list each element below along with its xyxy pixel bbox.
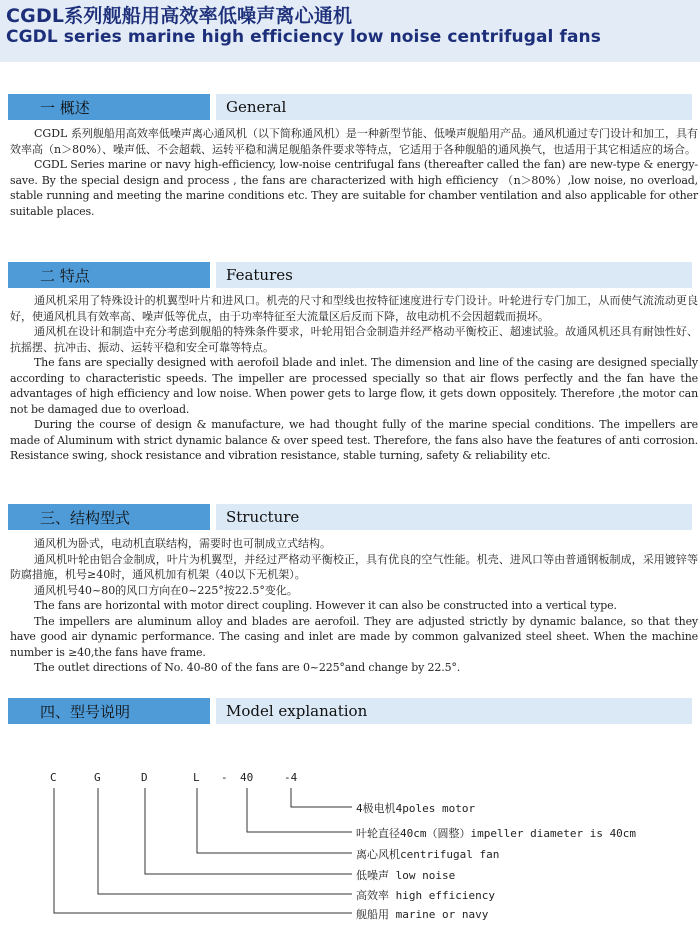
paragraph: During the course of design & manufacture, we had thought fully of the marine special conditions. The impellers are made of Aluminum with strict dynamic balance & over speed test. Therefore, the fans also have the features of anti corrosion. Resistance swing, shock resistance and vibration resistance, stable turning, safety & reliability etc. (10, 418, 698, 462)
paragraph: 通风机叶轮由铝合金制成，叶片为机翼型，并经过严格动平衡校正，具有优良的空气性能。机壳、进风口等由普通钢板制成，采用镀锌等防腐措施，机号≥40时，通风机加有机架（40以下无机架）。 (10, 552, 698, 581)
section-header-general (8, 94, 692, 120)
general-text (10, 126, 698, 219)
section-title-en: General (216, 94, 692, 120)
paragraph: CGDL Series marine or navy high-efficiency, low-noise centrifugal fans (thereafter called the fan) are new-type & energy-save. By the special design and process , the fans are characterized with high efficiency （n＞80%）,low noise, no overload, stable running and meeting the marine conditions etc. They are suitable for chamber ventilation and also applicable for other suitable places. (10, 158, 698, 218)
model-label: 叶轮直径40cm（圆整）impeller diameter is 40cm (356, 827, 637, 840)
section-header-features (8, 262, 692, 288)
model-label: 舰船用 marine or navy (356, 908, 489, 921)
code-letter-g: G (94, 771, 101, 784)
model-code-diagram (0, 760, 700, 948)
code-number-40: 40 (240, 771, 254, 784)
section-header-structure (8, 504, 692, 530)
section-title-cn: 三、结构型式 (8, 504, 210, 530)
section-title-en: Structure (216, 504, 692, 530)
paragraph: 通风机号40~80的风口方向在0~225°按22.5°变化。 (34, 583, 298, 597)
features-text (10, 293, 698, 464)
model-label: 低噪声 low noise (356, 869, 456, 882)
section-title-en: Features (216, 262, 692, 288)
model-code-lines (0, 760, 700, 948)
model-label: 高效率 high efficiency (356, 889, 495, 902)
paragraph: 通风机为卧式，电动机直联结构，需要时也可制成立式结构。 (34, 537, 331, 550)
paragraph: The fans are specially designed with aerofoil blade and inlet. The dimension and line of the casing are designed specially according to characteristic speeds. The impeller are processed specially so that air flows perfectly and the fan have the advantages of high efficiency and low noise. When power gets to large flow, it gets down oppositely. Therefore ,the motor can not be damaged due to overload. (10, 356, 698, 416)
paragraph: The impellers are aluminum alloy and blades are aerofoil. They are adjusted strictly by dynamic balance, so that they have good air dynamic performance. The casing and inlet are made by common galvanized steel sheet. When the machine number is ≥40,the fans have frame. (10, 614, 698, 659)
section-header-model (8, 698, 692, 724)
section-title-cn: 一 概述 (8, 94, 210, 120)
code-suffix-4: -4 (284, 771, 298, 784)
model-label: 离心风机centrifugal fan (356, 848, 500, 861)
code-letter-c: C (50, 771, 57, 784)
page-header (0, 0, 700, 62)
page-title-en: CGDL series marine high efficiency low noise centrifugal fans (6, 27, 601, 47)
section-title-en: Model explanation (216, 698, 692, 724)
code-letter-l: L (193, 771, 200, 784)
page-title-cn: CGDL系列舰船用高效率低噪声离心通机 (6, 5, 353, 27)
paragraph: 通风机在设计和制造中充分考虑到舰船的特殊条件要求，叶轮用铝合金制造并经严格动平衡校正、超速试验。故通风机还具有耐蚀性好、抗摇摆、抗冲击、振动、运转平稳和安全可靠等特点。 (10, 325, 698, 354)
code-dash: - (221, 771, 228, 784)
section-title-cn: 四、型号说明 (8, 698, 210, 724)
model-label: 4极电机4poles motor (356, 802, 476, 815)
structure-text (10, 536, 698, 676)
paragraph: 通风机采用了特殊设计的机翼型叶片和进风口。机壳的尺寸和型线也按特征速度进行专门设计。叶轮进行专门加工，从而使气流流动更良好，使通风机具有效率高、噪声低等优点，由于功率特征至大流量区后反而下降，故电动机不会因超载而损坏。 (10, 294, 698, 323)
paragraph: The outlet directions of No. 40-80 of the fans are 0~225°and change by 22.5°. (34, 661, 461, 674)
paragraph: The fans are horizontal with motor direct coupling. However it can also be constructed into a vertical type. (34, 599, 617, 612)
code-letter-d: D (141, 771, 148, 784)
section-title-cn: 二 特点 (8, 262, 210, 288)
paragraph: CGDL 系列舰船用高效率低噪声离心通风机（以下简称通风机）是一种新型节能、低噪声舰船用产品。通风机通过专门设计和加工，具有效率高（n＞80%）、噪声低、不会超载、运转平稳和满足舰船条件要求等特点，它适用于各种舰船的通风换气，也适用于其它相适应的场合。 (10, 127, 698, 156)
